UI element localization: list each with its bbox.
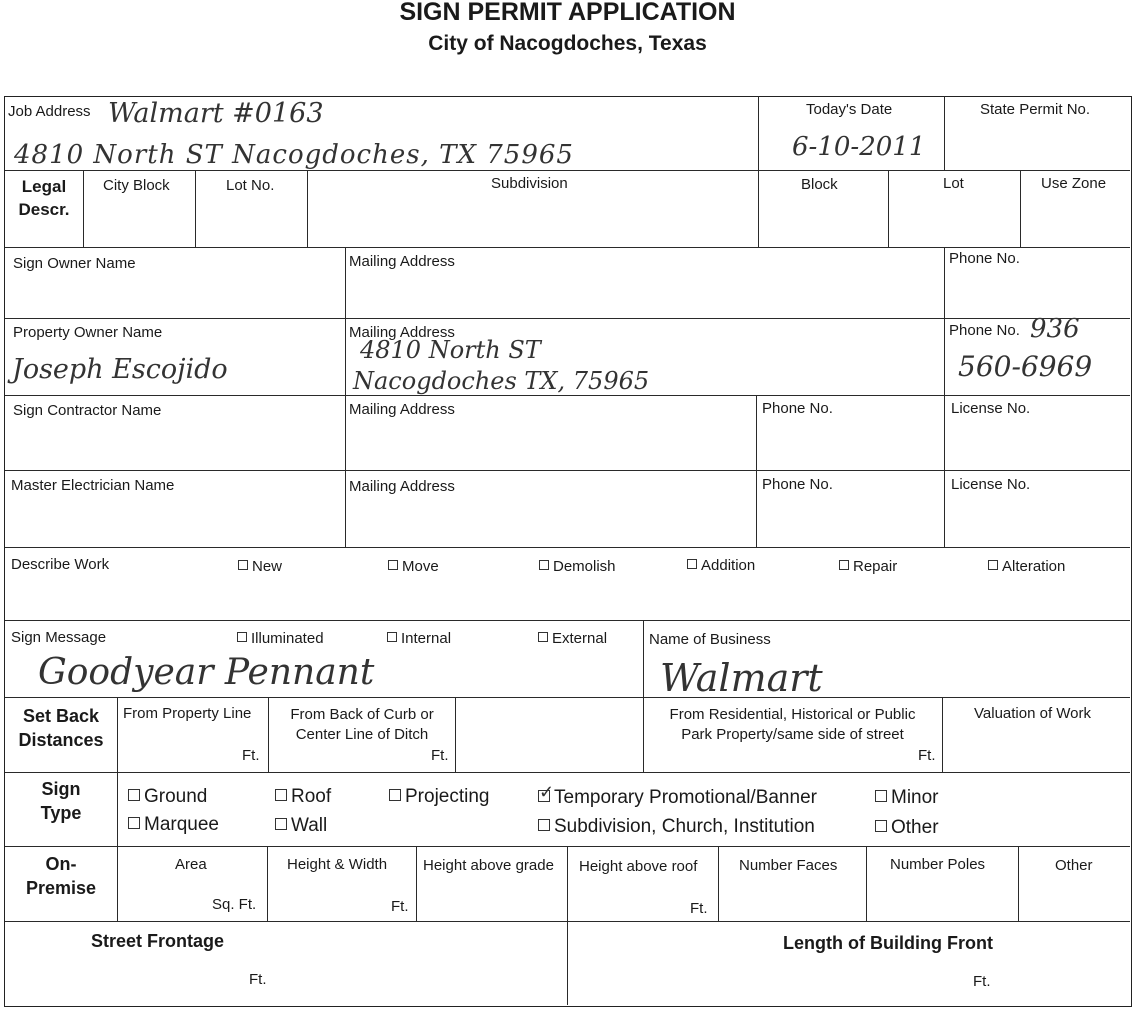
todays-date-label: Today's Date — [806, 101, 893, 118]
electrician-phone-label: Phone No. — [762, 476, 833, 493]
subdivision-label: Subdivision — [491, 175, 568, 192]
type-option-temporary[interactable]: ✓ Temporary Promotional/Banner — [539, 782, 817, 808]
setback-label-line2: Distances — [18, 730, 104, 751]
property-owner-phone-part1[interactable]: 936 — [1030, 314, 1080, 344]
checkbox-icon — [687, 559, 697, 569]
sign-message-label: Sign Message — [11, 629, 107, 646]
type-option-marquee[interactable]: Marquee — [128, 814, 219, 836]
height-roof-ft: Ft. — [690, 900, 708, 917]
checkbox-icon — [389, 789, 401, 801]
job-address-label: Job Address — [8, 103, 91, 120]
business-name-value[interactable]: Walmart — [660, 656, 823, 700]
street-frontage-ft: Ft. — [249, 971, 267, 988]
building-front-label: Length of Building Front — [783, 933, 993, 953]
valuation-label: Valuation of Work — [974, 705, 1092, 722]
other-label: Other — [1055, 857, 1093, 874]
building-front-ft: Ft. — [973, 973, 991, 990]
message-option-illuminated[interactable]: Illuminated — [237, 630, 324, 647]
property-owner-mailing-label: Mailing Address — [349, 324, 455, 341]
sign-owner-mailing-label: Mailing Address — [349, 253, 455, 270]
state-permit-label: State Permit No. — [980, 101, 1091, 118]
area-sqft: Sq. Ft. — [212, 896, 257, 913]
checkbox-icon — [275, 818, 287, 830]
checkbox-icon — [275, 789, 287, 801]
height-width-ft: Ft. — [391, 898, 409, 915]
type-option-wall[interactable]: Wall — [275, 815, 327, 837]
setback-label — [5, 704, 117, 753]
property-owner-phone-label: Phone No. — [949, 322, 1020, 339]
height-grade-label: Height above grade — [423, 857, 554, 874]
work-option-alteration[interactable]: Alteration — [988, 558, 1065, 575]
electrician-mailing-label: Mailing Address — [349, 478, 455, 495]
checkbox-icon — [875, 820, 887, 832]
on-premise-label-line1: On- — [45, 854, 77, 874]
street-frontage-label: Street Frontage — [90, 931, 225, 951]
on-premise-label-line2: Premise — [25, 878, 97, 899]
number-poles-label: Number Poles — [890, 856, 986, 873]
contractor-mailing-label: Mailing Address — [349, 401, 455, 418]
property-owner-address-line1[interactable]: 4810 North ST — [360, 336, 541, 364]
from-property-line-label: From Property Line — [123, 705, 252, 722]
sign-owner-label: Sign Owner Name — [13, 255, 136, 272]
from-curb-ft: Ft. — [431, 747, 449, 764]
setback-label-line1: Set Back — [22, 706, 100, 726]
property-owner-address-line2[interactable]: Nacogdoches TX, 75965 — [353, 367, 650, 395]
checkbox-icon — [387, 632, 397, 642]
sign-type-label-line1: Sign — [41, 779, 81, 799]
checkbox-icon — [988, 560, 998, 570]
sign-type-label-line2: Type — [40, 803, 82, 824]
from-residential-label: From Residential, Historical or Public Park Property/same side of street — [669, 706, 916, 743]
message-option-internal[interactable]: Internal — [387, 630, 451, 647]
contractor-license-label: License No. — [951, 400, 1031, 417]
contractor-phone-label: Phone No. — [762, 400, 833, 417]
checkbox-icon — [388, 560, 398, 570]
job-address-line2[interactable]: 4810 North ST Nacogdoches, TX 75965 — [14, 140, 574, 170]
work-option-move[interactable]: Move — [388, 558, 439, 575]
area-label: Area — [175, 856, 207, 873]
type-option-ground[interactable]: Ground — [128, 786, 207, 808]
electrician-license-label: License No. — [951, 476, 1031, 493]
work-option-repair[interactable]: Repair — [839, 558, 897, 575]
property-owner-phone-part2[interactable]: 560-6969 — [958, 350, 1093, 383]
checkbox-icon — [128, 817, 140, 829]
checkbox-icon — [875, 790, 887, 802]
form-subtitle: City of Nacogdoches, Texas — [428, 32, 707, 55]
checkbox-icon — [839, 560, 849, 570]
use-zone-label: Use Zone — [1041, 175, 1107, 192]
checkbox-checked-icon — [538, 782, 555, 802]
type-option-other[interactable]: Other — [875, 817, 939, 839]
checkbox-icon — [539, 560, 549, 570]
legal-label-line2: Descr. — [18, 199, 70, 219]
todays-date-value[interactable]: 6-10-2011 — [792, 132, 926, 162]
electrician-label: Master Electrician Name — [11, 477, 175, 494]
property-owner-label: Property Owner Name — [13, 324, 163, 341]
height-roof-label: Height above roof — [579, 858, 698, 875]
property-owner-name[interactable]: Joseph Escojido — [12, 354, 228, 385]
type-option-subdivision[interactable]: Subdivision, Church, Institution — [538, 816, 815, 838]
type-option-minor[interactable]: Minor — [875, 787, 939, 809]
type-option-projecting[interactable]: Projecting — [389, 786, 490, 808]
business-name-label: Name of Business — [649, 631, 771, 648]
lot-label: Lot — [943, 175, 964, 192]
work-option-addition[interactable]: Addition — [687, 557, 755, 574]
legal-descr-label — [5, 176, 83, 222]
checkbox-icon — [538, 819, 550, 831]
work-option-demolish[interactable]: Demolish — [539, 558, 616, 575]
block-label: Block — [801, 176, 838, 193]
city-block-label: City Block — [103, 177, 170, 194]
sign-message-value[interactable]: Goodyear Pennant — [38, 652, 375, 693]
checkbox-icon — [237, 632, 247, 642]
checkmark-icon: ✓ — [539, 782, 555, 802]
sign-owner-phone-label: Phone No. — [949, 250, 1020, 267]
checkbox-icon — [128, 789, 140, 801]
legal-label-line1: Legal — [21, 177, 67, 196]
checkbox-icon — [238, 560, 248, 570]
describe-work-label: Describe Work — [11, 556, 110, 573]
height-width-label: Height & Width — [287, 856, 388, 873]
form-title: SIGN PERMIT APPLICATION — [399, 0, 736, 26]
from-curb-label: From Back of Curb or Center Line of Ditch — [290, 706, 434, 743]
checkbox-icon — [538, 632, 548, 642]
from-property-ft: Ft. — [242, 747, 260, 764]
type-option-roof[interactable]: Roof — [275, 786, 331, 808]
number-faces-label: Number Faces — [739, 857, 838, 874]
work-option-new[interactable]: New — [238, 558, 282, 575]
message-option-external[interactable]: External — [538, 630, 607, 647]
job-address-line1[interactable]: Walmart #0163 — [108, 98, 324, 129]
contractor-label: Sign Contractor Name — [13, 402, 162, 419]
lot-no-label: Lot No. — [226, 177, 275, 194]
on-premise-label — [5, 852, 117, 901]
from-residential-ft: Ft. — [918, 747, 936, 764]
sign-type-label — [5, 777, 117, 826]
